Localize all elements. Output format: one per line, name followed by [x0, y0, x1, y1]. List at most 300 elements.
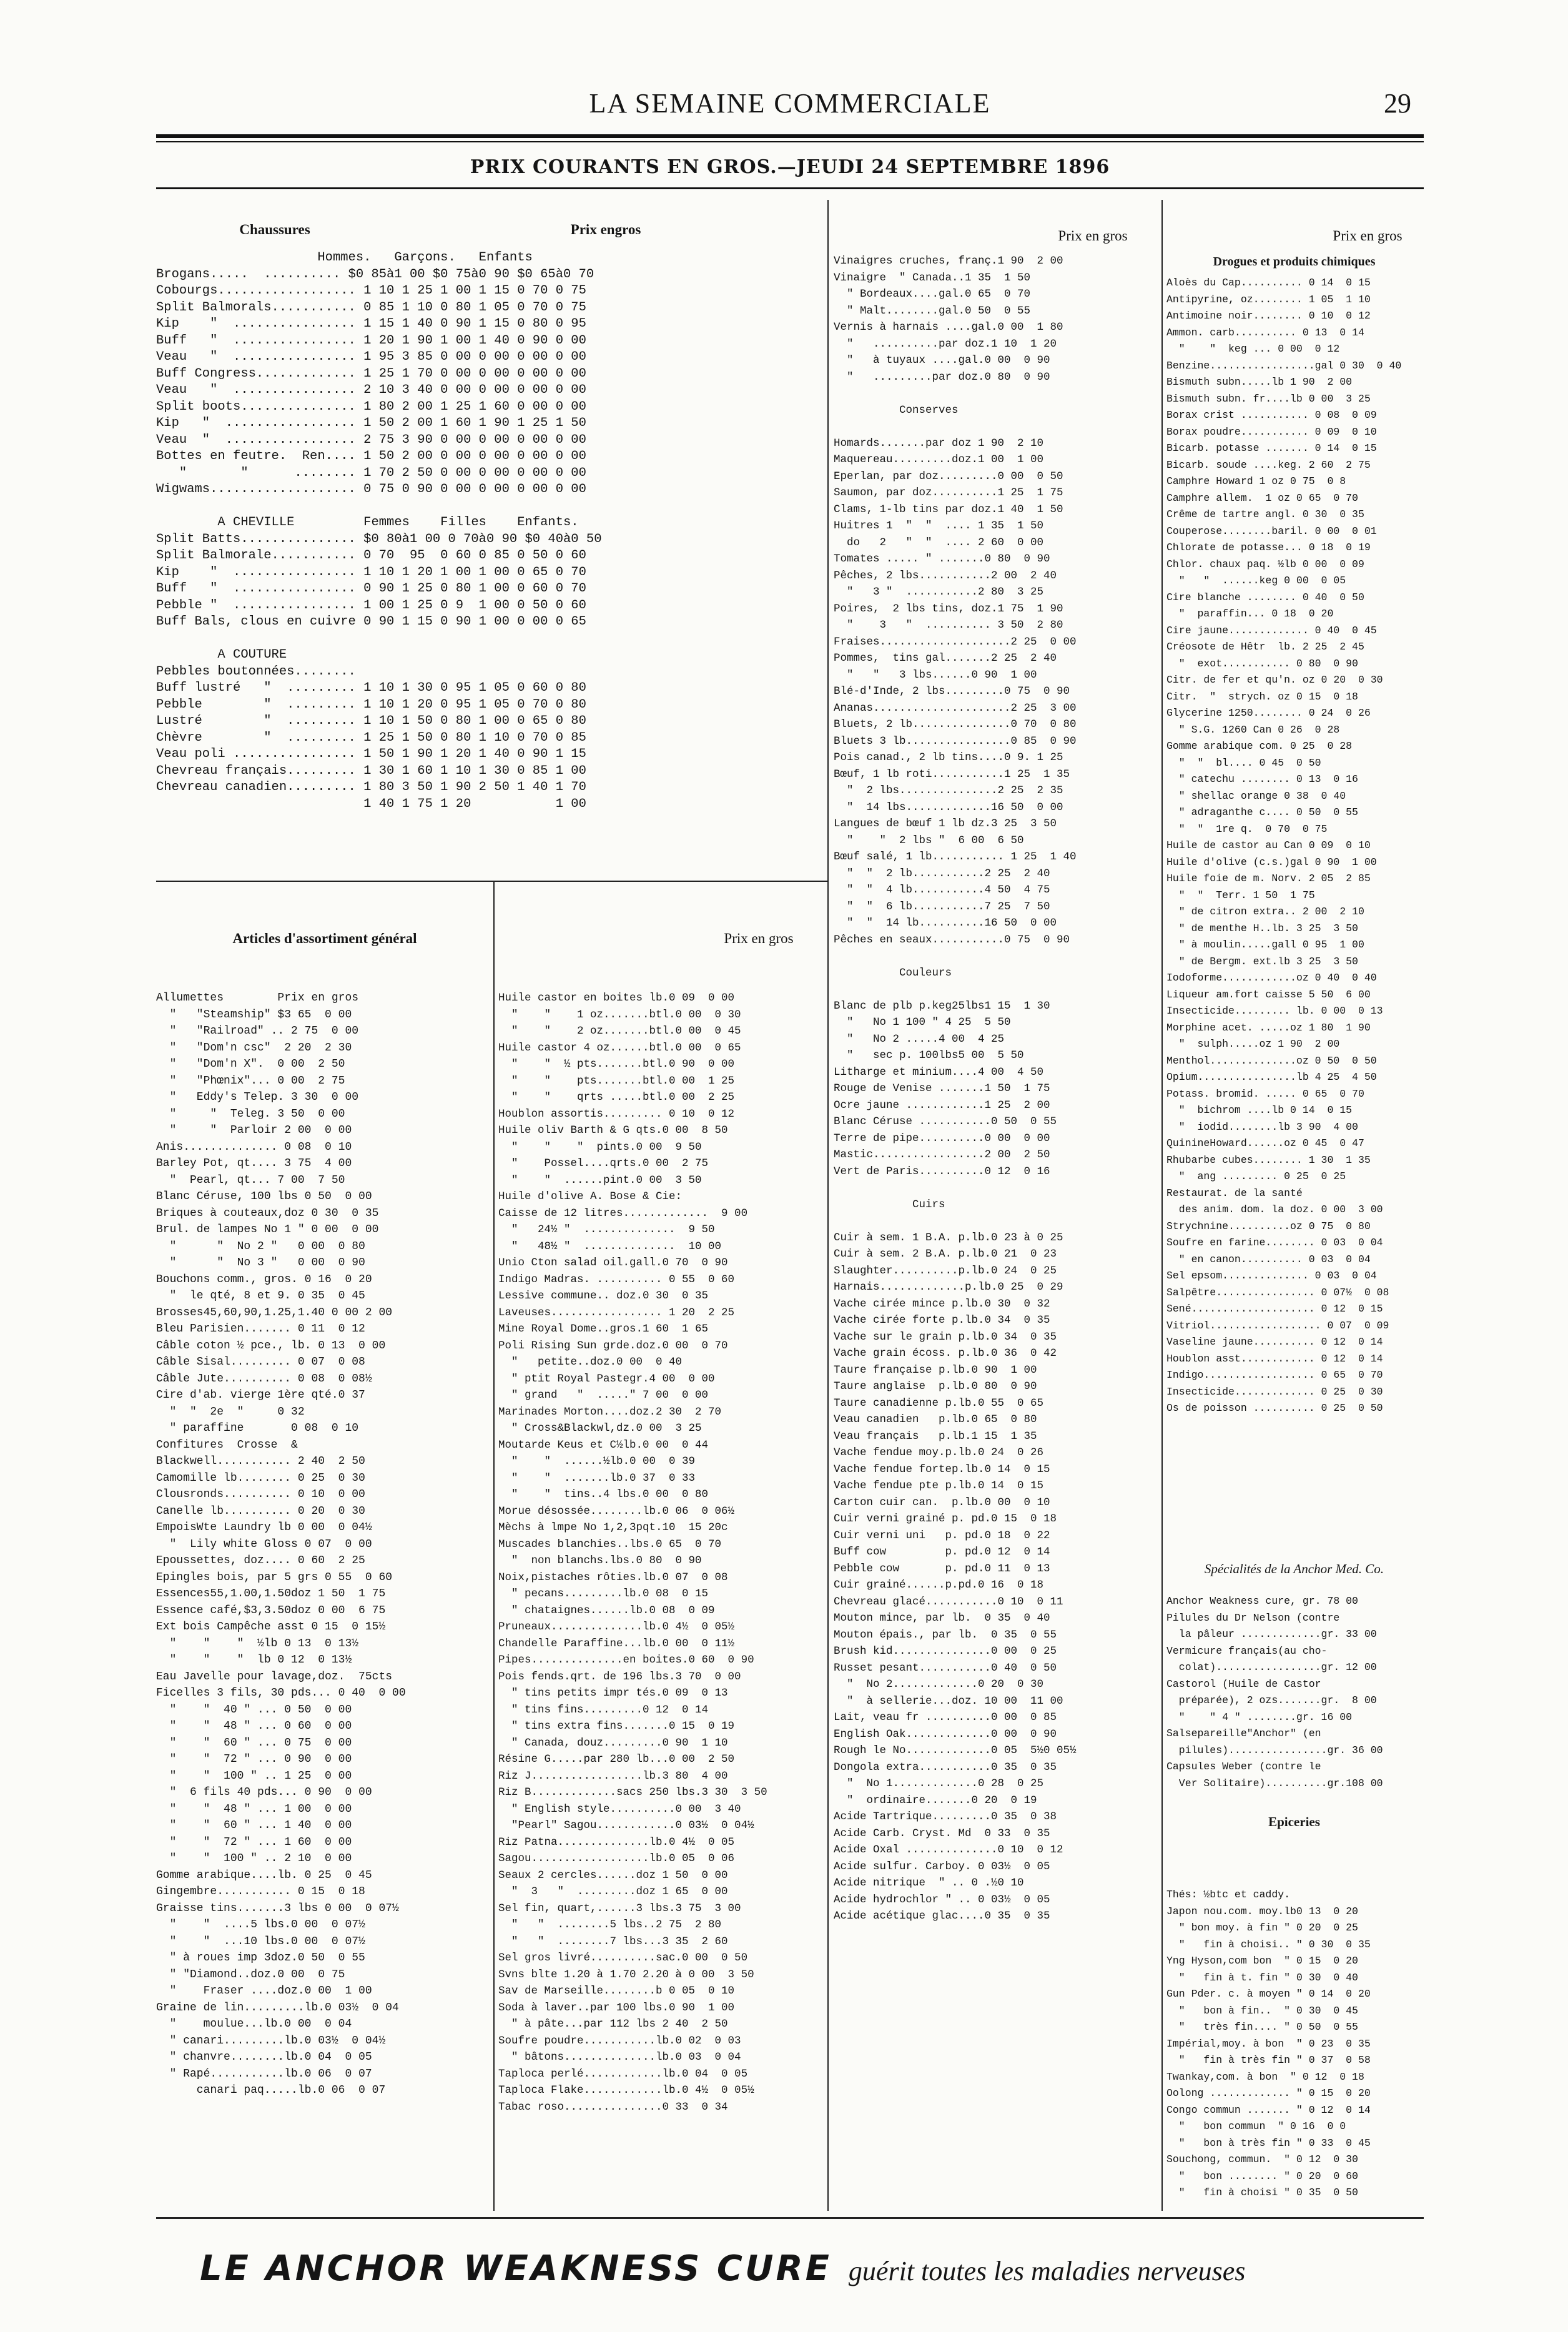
articles-general-list-a [156, 990, 490, 2099]
price-line: " " 60 " ... 0 75 0 00 [156, 1736, 352, 1749]
price-line: Câble Sisal......... 0 07 0 08 [156, 1356, 365, 1368]
price-line: Cuir à sem. 2 B.A. p.lb.0 21 0 23 [834, 1248, 1057, 1260]
price-line: Buff lustré " ......... 1 10 1 30 0 95 1 05 0 60 0 80 [156, 681, 586, 695]
price-line: Fraises....................2 25 0 00 [834, 635, 1077, 648]
price-line: Bluets 3 lb................0 85 0 90 [834, 734, 1077, 748]
price-line: Blanc Céruse ...........0 50 0 55 [834, 1115, 1057, 1128]
price-line: Souchong, commun. " 0 12 0 30 [1166, 2153, 1358, 2165]
price-line: " " pts.......btl.0 00 1 25 [498, 1074, 735, 1087]
price-line: " .........par doz.0 80 0 90 [834, 370, 1050, 383]
price-line: Gun Pder. c. à moyen " 0 14 0 20 [1166, 1988, 1371, 2000]
price-line: Vermicure français(au cho- [1166, 1644, 1328, 1657]
price-line: " bâtons..............lb.0 03 0 04 [498, 2051, 741, 2063]
price-line: Huile castor en boites lb.0 09 0 00 [498, 992, 735, 1004]
price-line: Mouton épais., par lb. 0 35 0 55 [834, 1628, 1057, 1641]
price-line: Soda à laver..par 100 lbs.0 90 1 00 [498, 2001, 735, 2014]
price-line: Thés: ½btc et caddy. [1166, 1889, 1291, 1900]
price-line: Vernis à harnais ....gal.0 00 1 80 [834, 321, 1063, 333]
price-line: Bicarb. soude ....keg. 2 60 2 75 [1166, 458, 1371, 471]
section-heading-articles-general: Articles d'assortiment général [232, 931, 417, 946]
price-line: Pilules du Dr Nelson (contre [1166, 1611, 1340, 1624]
price-line: Indigo.................. 0 65 0 70 [1166, 1369, 1383, 1381]
price-line: Insecticide......... lb. 0 00 0 13 [1166, 1005, 1383, 1017]
price-line: EmpoisWte Laundry lb 0 00 0 04½ [156, 1521, 372, 1534]
price-line: Insecticide............. 0 25 0 30 [1166, 1385, 1383, 1398]
price-line: " " " pints.0 00 9 50 [498, 1140, 702, 1154]
price-line: Poli Rising Sun grde.doz.0 00 0 70 [498, 1339, 728, 1352]
price-line: Huitres 1 " " .... 1 35 1 50 [834, 520, 1044, 532]
price-line: " pecans.........lb.0 08 0 15 [498, 1588, 709, 1600]
price-line: Cuir grainé......p.pd.0 16 0 18 [834, 1579, 1044, 1591]
price-line: Pêches en seaux...........0 75 0 90 [834, 933, 1070, 946]
price-line: Castorol (Huile de Castor [1166, 1677, 1321, 1690]
price-line: A CHEVILLE Femmes Filles Enfants. [156, 515, 579, 530]
prix-en-gros-label-col3: Prix en gros [1058, 228, 1128, 244]
price-line: Veau français p.lb.1 15 1 35 [834, 1430, 1037, 1443]
price-line: Veau canadien p.lb.0 65 0 80 [834, 1413, 1037, 1426]
price-line: Mine Royal Dome..gros.1 60 1 65 [498, 1323, 709, 1335]
prix-en-gros-label-general: Prix en gros [724, 931, 794, 946]
price-line: Cuir verni grainé p. pd.0 15 0 18 [834, 1513, 1057, 1525]
price-line [834, 1213, 1158, 1230]
price-line: Vache fendue fortep.lb.0 14 0 15 [834, 1463, 1050, 1476]
price-line: Chandelle Paraffine...lb.0 00 0 11½ [498, 1637, 735, 1650]
price-line: Epoussettes, doz.... 0 60 2 25 [156, 1554, 365, 1567]
price-line: Rouge de Venise .......1 50 1 75 [834, 1082, 1050, 1095]
price-line: " Bordeaux....gal.0 65 0 70 [834, 288, 1031, 300]
price-line: Citr. de fer et qu'n. oz 0 20 0 30 [1166, 674, 1383, 686]
price-line: " bon à fin.. " 0 30 0 45 [1166, 2004, 1358, 2017]
price-line: Split boots............... 1 80 2 00 1 25 1 60 0 00 0 00 [156, 399, 586, 414]
price-line: Cire blanche ........ 0 40 0 50 [1166, 591, 1364, 603]
price-line: Marinades Morton....doz.2 30 2 70 [498, 1405, 722, 1418]
price-line: Mastic.................2 00 2 50 [834, 1149, 1050, 1161]
price-line: Glycerine 1250........ 0 24 0 26 [1166, 707, 1371, 719]
section-heading-chaussures: Chaussures [239, 222, 310, 237]
price-line: Benzine.................gal 0 30 0 40 [1166, 359, 1402, 372]
price-line: Vache cirée mince p.lb.0 30 0 32 [834, 1297, 1050, 1310]
price-line: Résine G.....par 280 lb...0 00 2 50 [498, 1753, 735, 1766]
price-line: Seaux 2 cercles......doz 1 50 0 00 [498, 1869, 728, 1882]
price-line: Brul. de lampes No 1 " 0 00 0 00 [156, 1223, 379, 1236]
price-line: " " Terr. 1 50 1 75 [1166, 889, 1315, 901]
epiceries-list [1166, 1886, 1423, 2201]
price-line: " " bl.... 0 45 0 50 [1166, 756, 1321, 769]
price-line: " " No 2 " 0 00 0 80 [156, 1240, 365, 1253]
price-line: " " ......keg 0 00 0 05 [1166, 575, 1346, 586]
price-line: " Malt........gal.0 50 0 55 [834, 304, 1031, 317]
price-line: Soufre poudre...........lb.0 02 0 03 [498, 2034, 741, 2047]
price-line: " exot........... 0 80 0 90 [1166, 657, 1358, 669]
price-line: Buff " ................ 1 20 1 90 1 00 1 40 0 90 0 00 [156, 333, 586, 348]
price-line: Graine de lin.........lb.0 03½ 0 04 [156, 2001, 399, 2014]
price-line: Morue désossée........lb.0 06 0 06½ [498, 1504, 735, 1518]
price-line: Pebble " ......... 1 10 1 20 0 95 1 05 0 70 0 80 [156, 697, 586, 712]
price-line: " tins extra fins.......0 15 0 19 [498, 1720, 735, 1732]
price-line: English Oak.............0 00 0 90 [834, 1727, 1057, 1741]
price-line: " " 2 oz.......btl.0 00 0 45 [498, 1025, 741, 1037]
price-line: Pois fends.qrt. de 196 lbs.3 70 0 00 [498, 1670, 741, 1683]
price-line: Acide acétique glac....0 35 0 35 [834, 1910, 1050, 1922]
price-line: Blé-d'Inde, 2 lbs.........0 75 0 90 [834, 685, 1070, 698]
price-line: Cire jaune............. 0 40 0 45 [1166, 624, 1377, 636]
price-line: " " 2e " 0 32 [156, 1405, 305, 1418]
price-line [156, 631, 824, 648]
price-line: " très fin.... " 0 50 0 55 [1166, 2021, 1358, 2033]
price-line: Kip " ................ 1 15 1 40 0 90 1 15 0 80 0 95 [156, 317, 586, 331]
price-line: Cuirs [834, 1198, 945, 1211]
price-line: Anchor Weakness cure, gr. 78 00 [1166, 1595, 1358, 1607]
price-line: " bichrom ....lb 0 14 0 15 [1166, 1104, 1353, 1116]
price-line: " " 40 " ... 0 50 0 00 [156, 1703, 352, 1716]
price-line: Huile d'olive A. Bose & Cie: [498, 1190, 683, 1203]
price-line [156, 498, 824, 515]
section-heading-epiceries: Epiceries [1268, 1814, 1320, 1829]
footer-brand: LE ANCHOR WEAKNESS CURE [200, 2248, 832, 2289]
price-line: " No 2 .....4 00 4 25 [834, 1032, 1005, 1045]
price-line: do 2 " " .... 2 60 0 00 [834, 536, 1044, 549]
price-line: Laveuses................. 1 20 2 25 [498, 1306, 735, 1319]
price-line: Ammon. carb.......... 0 13 0 14 [1166, 326, 1364, 338]
price-line: Ficelles 3 fils, 30 pds... 0 40 0 00 [156, 1687, 406, 1699]
price-line: Taploca perlé............lb.0 04 0 05 [498, 2067, 748, 2080]
price-line: Pipes..............en boites.0 60 0 90 [498, 1654, 754, 1666]
price-line: Taure anglaise p.lb.0 80 0 90 [834, 1380, 1037, 1393]
price-line: Antimoine noir........ 0 10 0 12 [1166, 310, 1371, 322]
price-line: Blanc de plb p.keg25lbs1 15 1 30 [834, 999, 1050, 1012]
price-line: " sec p. 100lbs5 00 5 50 [834, 1049, 1024, 1062]
price-line: " shellac orange 0 38 0 40 [1166, 789, 1346, 802]
price-line: " " ......½lb.0 00 0 39 [498, 1455, 696, 1468]
publication-title: LA SEMAINE COMMERCIALE [589, 88, 991, 119]
price-line: Couleurs [834, 966, 952, 979]
price-line: Anis.............. 0 08 0 10 [156, 1140, 352, 1154]
price-line: Gingembre........... 0 15 0 18 [156, 1885, 365, 1898]
header-rule-thin [156, 141, 1424, 142]
price-line: Morphine acet. .....oz 1 80 1 90 [1166, 1021, 1371, 1034]
articles-general-list-b [498, 990, 826, 2115]
price-line: Gomme arabique com. 0 25 0 28 [1166, 740, 1353, 752]
price-line: Saumon, par doz..........1 25 1 75 [834, 487, 1063, 499]
price-line: Lustré " ......... 1 10 1 50 0 80 1 00 0 65 0 80 [156, 714, 586, 728]
price-line: Os de poisson .......... 0 25 0 50 [1166, 1402, 1383, 1414]
price-line: Câble coton ½ pce., lb. 0 13 0 00 [156, 1339, 386, 1352]
price-line: Chlor. chaux paq. ½lb 0 00 0 09 [1166, 558, 1364, 570]
price-line: Rhubarbe cubes........ 1 30 1 35 [1166, 1154, 1371, 1166]
price-line: " " qrts .....btl.0 00 2 25 [498, 1091, 735, 1104]
price-line: " " 4 " ........gr. 16 00 [1166, 1711, 1353, 1723]
price-line: Iodoforme............oz 0 40 0 40 [1166, 972, 1377, 984]
price-line: Carton cuir can. p.lb.0 00 0 10 [834, 1496, 1050, 1509]
price-line: " tins petits impr tés.0 09 0 13 [498, 1687, 728, 1699]
price-line: " " " lb 0 12 0 13½ [156, 1654, 352, 1666]
price-line: Impérial,moy. à bon " 0 23 0 35 [1166, 2037, 1371, 2050]
price-line: " 14 lbs.............16 50 0 00 [834, 801, 1063, 814]
price-line: " fin à très fin " 0 37 0 58 [1166, 2054, 1371, 2066]
price-line: Svns blte 1.20 à 1.70 2.20 à 0 00 3 50 [498, 1968, 754, 1981]
price-line: " tins fins.........0 12 0 14 [498, 1703, 709, 1716]
price-line: " " 72 " ... 1 60 0 00 [156, 1835, 352, 1849]
price-line: " bon à très fin " 0 33 0 45 [1166, 2137, 1371, 2149]
price-line: A COUTURE [156, 648, 287, 662]
price-line: Vinaigre " Canada..1 35 1 50 [834, 271, 1031, 284]
price-line: " petite..doz.0 00 0 40 [498, 1356, 683, 1368]
price-line: Acide Oxal ..............0 10 0 12 [834, 1844, 1063, 1856]
price-line: Tabac roso...............0 33 0 34 [498, 2100, 728, 2113]
price-line: Mouton mince, par lb. 0 35 0 40 [834, 1612, 1050, 1624]
price-line: Split Batts............... $0 80à1 00 0 70à0 90 $0 40à0 50 [156, 531, 602, 546]
price-line: Pommes, tins gal.......2 25 2 40 [834, 652, 1057, 665]
price-line: Split Balmorale........... 0 70 95 0 60 0 85 0 50 0 60 [156, 548, 586, 563]
price-line: " " 100 " .. 2 10 0 00 [156, 1852, 352, 1865]
price-line: Pêches, 2 lbs...........2 00 2 40 [834, 569, 1057, 582]
price-line: Bicarb. potasse ....... 0 14 0 15 [1166, 442, 1377, 454]
price-line: Camphre Howard 1 oz 0 75 0 8 [1166, 475, 1346, 487]
price-line: Hommes. Garçons. Enfants [156, 250, 533, 265]
price-line: " Lily white Gloss 0 07 0 00 [156, 1538, 372, 1551]
chaussures-price-list [156, 250, 824, 813]
price-line: Ananas.....................2 25 3 00 [834, 701, 1077, 714]
price-line: des anim. dom. la doz. 0 00 3 00 [1166, 1203, 1383, 1215]
price-line: Camomille lb........ 0 25 0 30 [156, 1471, 365, 1485]
price-line: Soufre en farine........ 0 03 0 04 [1166, 1237, 1383, 1248]
price-line: Moutarde Keus et C½lb.0 00 0 44 [498, 1438, 709, 1451]
price-line: Kip " ................ 1 10 1 20 1 00 1 00 0 65 0 70 [156, 565, 586, 580]
price-line: " paraffine 0 08 0 10 [156, 1422, 359, 1435]
price-line: " " 100 " .. 1 25 0 00 [156, 1769, 352, 1782]
price-line: " 3 " ...........2 80 3 25 [834, 586, 1044, 598]
price-line: Vinaigres cruches, franç.1 90 2 00 [834, 255, 1063, 267]
price-line: Allumettes Prix en gros [156, 992, 359, 1004]
price-line: Brogans..... .......... $0 85à1 00 $0 75à0 90 $0 65à0 70 [156, 267, 594, 282]
price-line: Noix,pistaches rôties.lb.0 07 0 08 [498, 1571, 728, 1584]
price-line: " de Bergm. ext.lb 3 25 3 50 [1166, 955, 1358, 967]
price-line: Blackwell........... 2 40 2 50 [156, 1455, 365, 1468]
section-rule-chaussures [156, 881, 827, 882]
price-line: Sené.................... 0 12 0 15 [1166, 1303, 1383, 1315]
price-line: " 2 lbs...............2 25 2 35 [834, 784, 1063, 797]
price-line: Sagou..................lb.0 05 0 06 [498, 1852, 735, 1865]
price-line: " English style..........0 00 3 40 [498, 1802, 741, 1816]
price-line: " fin à choisi.. " 0 30 0 35 [1166, 1938, 1371, 1950]
price-line: Huile foie de m. Norv. 2 05 2 85 [1166, 872, 1371, 884]
price-line [834, 385, 1158, 402]
price-line: " à tuyaux ....gal.0 00 0 90 [834, 354, 1050, 367]
price-line: Cire d'ab. vierge 1ère qté.0 37 [156, 1389, 365, 1401]
price-line: " paraffin... 0 18 0 20 [1166, 608, 1334, 620]
drogues-produits-chimiques-list [1166, 275, 1423, 1417]
price-line: " " 2 lbs " 6 00 6 50 [834, 834, 1024, 847]
price-line: Potass. bromid. ..... 0 65 0 70 [1166, 1087, 1364, 1100]
price-line: " " 3 lbs......0 90 1 00 [834, 668, 1037, 681]
price-line: Aloès du Cap.......... 0 14 0 15 [1166, 277, 1371, 289]
price-line: " ptit Royal Pastegr.4 00 0 00 [498, 1372, 715, 1385]
price-line: Homards.......par doz 1 90 2 10 [834, 437, 1044, 450]
price-line: Wigwams................... 0 75 0 90 0 00 0 00 0 00 0 00 [156, 482, 586, 497]
price-line: " bon commun " 0 16 0 0 [1166, 2120, 1346, 2132]
price-line: Riz Patna..............lb.0 4½ 0 05 [498, 1835, 735, 1849]
price-line: " grand " ....." 7 00 0 00 [498, 1389, 709, 1401]
price-line: Bœuf, 1 lb roti...........1 25 1 35 [834, 768, 1070, 781]
price-line: Riz B.............sacs 250 lbs.3 30 3 50 [498, 1786, 767, 1799]
price-line: Slaughter..........p.lb.0 24 0 25 [834, 1264, 1057, 1277]
price-line: " Rapé...........lb.0 06 0 07 [156, 2067, 372, 2080]
footer-tagline: guérit toutes les maladies nerveuses [848, 2256, 1246, 2286]
price-line: Houblon asst............ 0 12 0 14 [1166, 1352, 1383, 1365]
price-line: Cuir à sem. 1 B.A. p.lb.0 23 à 0 25 [834, 1231, 1063, 1244]
price-line: Terre de pipe..........0 00 0 00 [834, 1132, 1050, 1145]
price-line: Conserves [834, 403, 959, 417]
price-line: pilules)................gr. 36 00 [1166, 1744, 1383, 1756]
price-line: " " 14 lb..........16 50 0 00 [834, 917, 1057, 929]
price-line: " " 48 " ... 0 60 0 00 [156, 1720, 352, 1732]
price-line: Vaseline jaune.......... 0 12 0 14 [1166, 1336, 1383, 1348]
price-line: Veau poli ................ 1 50 1 90 1 20 1 40 0 90 1 15 [156, 747, 586, 761]
vinaigres-conserves-couleurs-cuirs-list [834, 253, 1158, 1925]
price-line: " Cross&Blackwl,dz.0 00 3 25 [498, 1422, 702, 1435]
price-line: Acide nitrique " .. 0 .½0 10 [834, 1877, 1024, 1889]
price-line: Acide Tartrique.........0 35 0 38 [834, 1811, 1057, 1823]
price-line: Tomates ..... " .......0 80 0 90 [834, 553, 1050, 565]
price-line: Buff Congress............. 1 25 1 70 0 00 0 00 0 00 0 00 [156, 366, 586, 381]
price-line: Huile castor 4 oz......btl.0 00 0 65 [498, 1041, 741, 1054]
price-line: Chevreau canadien......... 1 80 3 50 1 90 2 50 1 40 1 70 [156, 780, 586, 794]
price-line: " " tins..4 lbs.0 00 0 80 [498, 1488, 709, 1501]
price-line: Houblon assortis......... 0 10 0 12 [498, 1107, 735, 1120]
price-line: Mèchs à lmpe No 1,2,3pqt.10 15 20c [498, 1521, 728, 1534]
price-line: " S.G. 1260 Can 0 26 0 28 [1166, 723, 1340, 736]
price-line: Acide hydrochlor " .. 0 03½ 0 05 [834, 1893, 1050, 1906]
price-line: Câble Jute.......... 0 08 0 08½ [156, 1372, 372, 1385]
price-line: Japon nou.com. moy.lb0 13 0 20 [1166, 1905, 1358, 1917]
price-line: " bon moy. à fin " 0 20 0 25 [1166, 1922, 1358, 1934]
specialites-anchor-list [1166, 1593, 1423, 1791]
section-heading-specialites: Spécialités de la Anchor Med. Co. [1204, 1561, 1384, 1576]
price-line: Camphre allem. 1 oz 0 65 0 70 [1166, 492, 1358, 504]
price-line: " sulph.....oz 1 90 2 00 [1166, 1038, 1340, 1050]
price-line: " à roues imp 3doz.0 50 0 55 [156, 1952, 365, 1964]
price-line: Bœuf salé, 1 lb........... 1 25 1 40 [834, 851, 1077, 863]
price-line: Vache fendue pte p.lb.0 14 0 15 [834, 1480, 1044, 1492]
price-line: " " 72 " ... 0 90 0 00 [156, 1753, 352, 1766]
section-heading-drogues: Drogues et produits chimiques [1213, 255, 1376, 269]
price-line: Couperose........baril. 0 00 0 01 [1166, 525, 1377, 537]
price-line: " " 60 " ... 1 40 0 00 [156, 1819, 352, 1832]
price-line: " " ........ 1 70 2 50 0 00 0 00 0 00 0 00 [156, 465, 586, 480]
price-line: Huile de castor au Can 0 09 0 10 [1166, 839, 1371, 851]
price-line: Capsules Weber (contre le [1166, 1761, 1321, 1772]
price-line: Taure canadienne p.lb.0 55 0 65 [834, 1396, 1044, 1410]
price-line: " " 6 lb...........7 25 7 50 [834, 900, 1050, 913]
price-line: Taure française p.lb.0 90 1 00 [834, 1363, 1037, 1376]
price-line: Langues de bœuf 1 lb dz.3 25 3 50 [834, 818, 1057, 830]
price-line: Riz J.................lb.3 80 4 00 [498, 1769, 728, 1782]
price-line: " ..........par doz.1 10 1 20 [834, 337, 1057, 350]
price-line: " "Phœnix"... 0 00 2 75 [156, 1074, 345, 1087]
price-line: Sel epsom.............. 0 03 0 04 [1166, 1270, 1377, 1282]
price-line: " " 48 " ... 1 00 0 00 [156, 1802, 352, 1816]
header-rule-thick [156, 134, 1424, 138]
price-line: Bismuth subn. fr....lb 0 00 3 25 [1166, 392, 1371, 405]
price-line: " 6 fils 40 pds... 0 90 0 00 [156, 1786, 372, 1799]
price-line [834, 981, 1158, 998]
price-line: Buff cow p. pd.0 12 0 14 [834, 1546, 1050, 1558]
price-line: Dongola extra...........0 35 0 35 [834, 1761, 1057, 1774]
price-line: " " ......pint.0 00 3 50 [498, 1173, 702, 1187]
price-line: Vert de Paris..........0 12 0 16 [834, 1165, 1050, 1178]
price-line: Antipyrine, oz........ 1 05 1 10 [1166, 293, 1371, 305]
price-line: Poires, 2 lbs tins, doz.1 75 1 90 [834, 602, 1063, 615]
price-line: Restaurat. de la santé [1166, 1187, 1303, 1199]
price-line: Huile d'olive (c.s.)gal 0 90 1 00 [1166, 856, 1377, 868]
price-line: Essence café,$3,3.50doz 0 00 6 75 [156, 1604, 386, 1617]
column-divider-3 [1161, 200, 1163, 2211]
price-line: " chataignes......lb.0 08 0 09 [498, 1604, 715, 1617]
price-line: " "Steamship" $3 65 0 00 [156, 1008, 352, 1021]
price-line: " Eddy's Telep. 3 30 0 00 [156, 1091, 359, 1104]
price-line: " de menthe H..lb. 3 25 3 50 [1166, 922, 1358, 934]
price-line: " fin à choisi " 0 35 0 50 [1166, 2186, 1358, 2198]
price-line: " Fraser ....doz.0 00 1 00 [156, 1985, 372, 1997]
price-line: Borax crist ........... 0 08 0 09 [1166, 409, 1377, 421]
price-line [834, 1180, 1158, 1197]
price-line: Litharge et minium....4 00 4 50 [834, 1065, 1044, 1079]
price-line: 1 40 1 75 1 20 1 00 [156, 796, 586, 811]
price-line: Brush kid...............0 00 0 25 [834, 1645, 1057, 1658]
price-line: Pebble " ................ 1 00 1 25 0 9 1 00 0 50 0 60 [156, 598, 586, 613]
price-line: Barley Pot, qt.... 3 75 4 00 [156, 1157, 352, 1170]
prix-en-gros-label-col4: Prix en gros [1333, 228, 1403, 244]
column-divider-1 [493, 881, 495, 2211]
price-line: Yng Hyson,com bon " 0 15 0 20 [1166, 1955, 1358, 1967]
price-line: " " .......lb.0 37 0 33 [498, 1471, 696, 1485]
price-line: " le qté, 8 et 9. 0 35 0 45 [156, 1290, 365, 1302]
price-line: Congo commun ....... " 0 12 0 14 [1166, 2103, 1371, 2116]
column-divider-2 [827, 200, 829, 2211]
subtitle-rule [156, 187, 1424, 189]
price-line: " "Dom'n X". 0 00 2 50 [156, 1058, 345, 1070]
price-line: Veau " ................ 1 95 3 85 0 00 0 00 0 00 0 00 [156, 350, 586, 364]
price-line: " No 1.............0 28 0 25 [834, 1777, 1044, 1790]
bottom-rule [156, 2217, 1424, 2219]
price-line: QuinineHoward......oz 0 45 0 47 [1166, 1137, 1364, 1149]
price-line: Muscades blanchies..lbs.0 65 0 70 [498, 1538, 722, 1551]
price-line: Eperlan, par doz.........0 00 0 50 [834, 470, 1063, 483]
price-line: Salpêtre................ 0 07½ 0 08 [1166, 1286, 1389, 1298]
price-line: la pâleur .............gr. 33 00 [1166, 1628, 1377, 1640]
price-line: "Pearl" Sagou............0 03½ 0 04½ [498, 1819, 754, 1832]
price-line: " " keg ... 0 00 0 12 [1166, 343, 1340, 355]
price-line: Cobourgs.................. 1 10 1 25 1 00 1 15 0 70 0 75 [156, 284, 586, 298]
price-line: Pois canad., 2 lb tins....0 9. 1 25 [834, 751, 1063, 764]
price-line: " non blanchs.lbs.0 80 0 90 [498, 1554, 702, 1567]
price-line: " ordinaire.......0 20 0 19 [834, 1794, 1037, 1807]
price-line: Maquereau.........doz.1 00 1 00 [834, 453, 1044, 466]
price-line: Acide Carb. Cryst. Md 0 33 0 35 [834, 1827, 1050, 1840]
price-line: " "Dom'n csc" 2 20 2 30 [156, 1041, 352, 1054]
price-line: colat).................gr. 12 00 [1166, 1661, 1377, 1673]
price-line: " " ½ pts.......btl.0 90 0 00 [498, 1058, 735, 1070]
price-line: " " ...10 lbs.0 00 0 07½ [156, 1935, 365, 1948]
price-line: " " Teleg. 3 50 0 00 [156, 1107, 345, 1120]
price-line: " en canon.......... 0 03 0 04 [1166, 1253, 1371, 1265]
price-line: Citr. " strych. oz 0 15 0 18 [1166, 690, 1358, 703]
price-line: Lait, veau fr ..........0 00 0 85 [834, 1711, 1057, 1724]
price-line: Pruneaux..............lb.0 4½ 0 05½ [498, 1621, 735, 1633]
price-line: Clams, 1-lb tins par doz.1 40 1 50 [834, 503, 1063, 516]
price-line: Lessive commune.. doz.0 30 0 35 [498, 1290, 709, 1302]
price-line: Crême de tartre angl. 0 30 0 35 [1166, 508, 1364, 520]
